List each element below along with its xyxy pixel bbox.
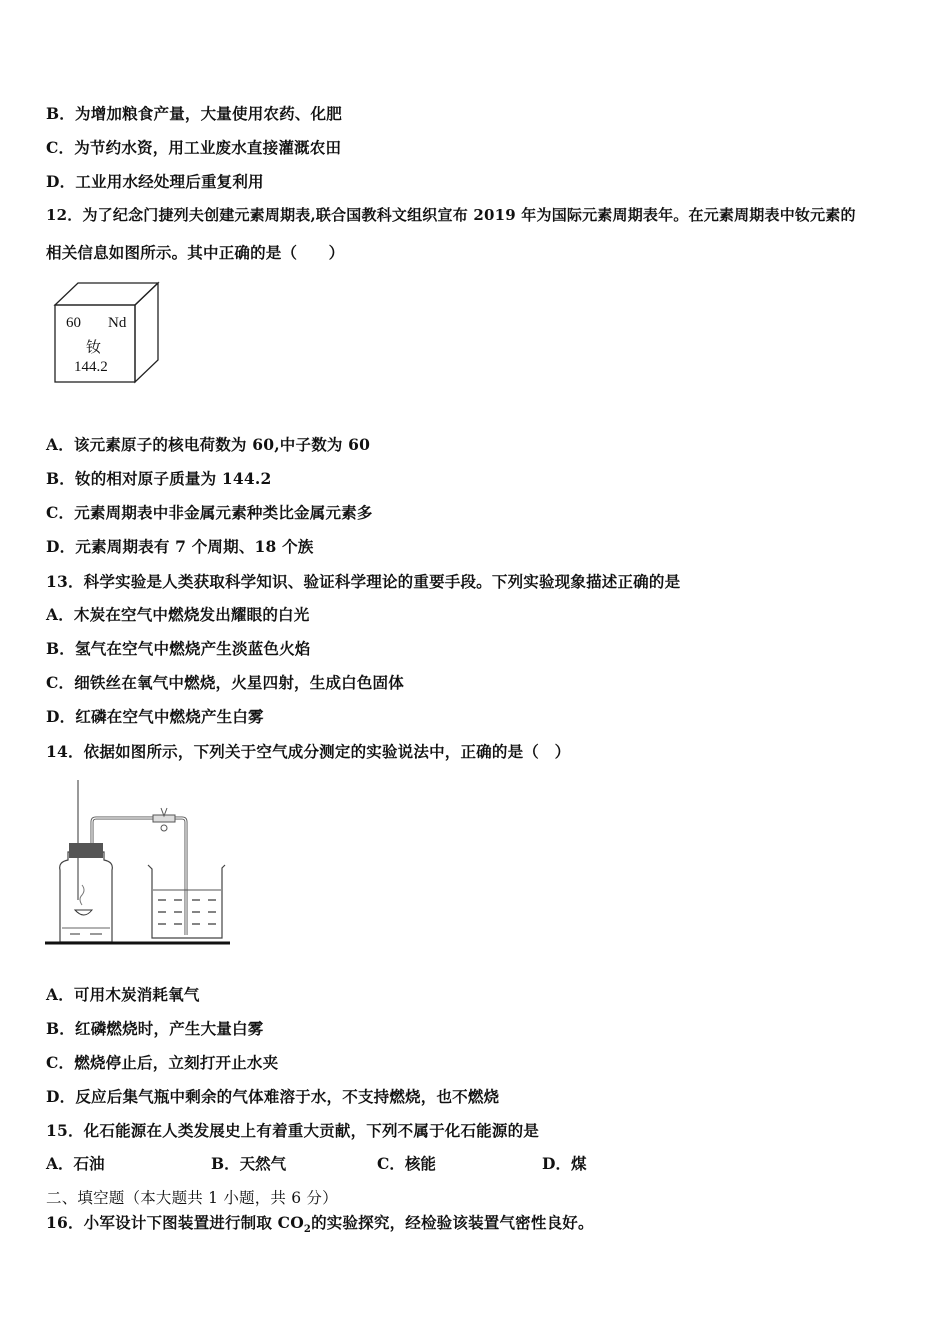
- q15-option-a: A．石油: [46, 1154, 105, 1173]
- q13-stem: 13．科学实验是人类获取科学知识、验证科学理论的重要手段。下列实验现象描述正确的是: [46, 572, 681, 591]
- q14-stem: 14．依据如图所示，下列关于空气成分测定的实验说法中，正确的是（ ）: [46, 742, 571, 761]
- q14-option-a: A．可用木炭消耗氧气: [46, 985, 200, 1004]
- q11-option-c: C．为节约水资，用工业废水直接灌溉农田: [46, 138, 342, 157]
- air-composition-apparatus-figure: [40, 770, 260, 950]
- q12-stem-line1: 12．为了纪念门捷列夫创建元素周期表,联合国教科文组织宣布 2019 年为国际元素周期表年。在元素周期表中钕元素的: [46, 206, 856, 224]
- q12-stem-line2: 相关信息如图所示。其中正确的是（ ）: [46, 243, 345, 262]
- q16-stem-post: 的实验探究，经检验该装置气密性良好。: [311, 1213, 594, 1232]
- q12-option-d: D．元素周期表有 7 个周期、18 个族: [46, 537, 314, 556]
- q14-option-b: B．红磷燃烧时，产生大量白雾: [46, 1019, 264, 1038]
- q13-option-a: A．木炭在空气中燃烧发出耀眼的白光: [46, 605, 310, 624]
- element-symbol: Nd: [108, 315, 127, 331]
- q12-option-c: C．元素周期表中非金属元素种类比金属元素多: [46, 503, 373, 522]
- q13-option-b: B．氢气在空气中燃烧产生淡蓝色火焰: [46, 639, 311, 658]
- element-name: 钕: [86, 338, 102, 356]
- q14-option-d: D．反应后集气瓶中剩余的气体难溶于水，不支持燃烧，也不燃烧: [46, 1087, 500, 1106]
- q11-option-d: D．工业用水经处理后重复利用: [46, 172, 264, 191]
- q15-stem: 15．化石能源在人类发展史上有着重大贡献，下列不属于化石能源的是: [46, 1121, 539, 1140]
- q16-subscript: 2: [303, 1224, 312, 1236]
- q16-stem: [46, 1211, 594, 1235]
- q16-stem-pre: 16．小军设计下图装置进行制取 CO: [46, 1213, 304, 1232]
- element-number: 60: [66, 315, 81, 331]
- section-2-heading: 二、填空题（本大题共 1 小题，共 6 分）: [46, 1189, 338, 1207]
- q14-option-c: C．燃烧停止后，立刻打开止水夹: [46, 1053, 279, 1072]
- q15-option-d: D．煤: [542, 1154, 587, 1173]
- q12-option-b: B．钕的相对原子质量为 144.2: [46, 469, 272, 488]
- q11-option-b: B．为增加粮食产量，大量使用农药、化肥: [46, 104, 342, 123]
- q13-option-d: D．红磷在空气中燃烧产生白雾: [46, 707, 264, 726]
- q15-option-c: C．核能: [377, 1154, 436, 1173]
- element-mass: 144.2: [74, 359, 108, 375]
- q15-option-b: B．天然气: [211, 1154, 287, 1173]
- q12-option-a: A．该元素原子的核电荷数为 60,中子数为 60: [46, 435, 371, 454]
- q13-option-c: C．细铁丝在氧气中燃烧，火星四射，生成白色固体: [46, 673, 404, 692]
